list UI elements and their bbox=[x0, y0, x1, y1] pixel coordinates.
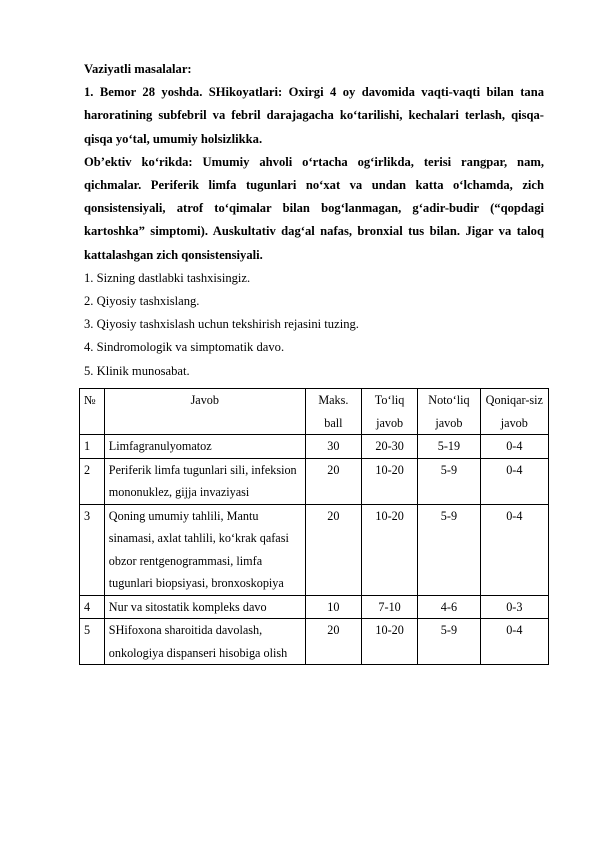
header-max: Maks. ball bbox=[305, 389, 361, 435]
row-unsatisfactory: 0-4 bbox=[480, 619, 548, 665]
row-incomplete: 5-9 bbox=[418, 619, 480, 665]
row-answer: Limfagranulyomatoz bbox=[104, 435, 305, 459]
header-incomplete: Noto‘liq javob bbox=[418, 389, 480, 435]
row-max: 20 bbox=[305, 504, 361, 595]
table-row bbox=[80, 619, 549, 665]
grading-table bbox=[79, 388, 549, 665]
row-incomplete: 5-9 bbox=[418, 504, 480, 595]
row-num: 1 bbox=[80, 435, 105, 459]
row-max: 10 bbox=[305, 595, 361, 619]
row-unsatisfactory: 0-4 bbox=[480, 458, 548, 504]
table-header-row bbox=[80, 389, 549, 435]
header-num: № bbox=[80, 389, 105, 435]
row-incomplete: 4-6 bbox=[418, 595, 480, 619]
row-answer: Nur va sitostatik kompleks davo bbox=[104, 595, 305, 619]
row-answer: SHifoxona sharoitida davolash, onkologiya dispanseri hisobiga olish bbox=[104, 619, 305, 665]
row-unsatisfactory: 0-4 bbox=[480, 504, 548, 595]
row-unsatisfactory: 0-3 bbox=[480, 595, 548, 619]
table-row bbox=[80, 458, 549, 504]
table-row bbox=[80, 435, 549, 459]
case-section bbox=[84, 58, 544, 383]
row-correct: 7-10 bbox=[362, 595, 418, 619]
task-item-2: 2. Qiyosiy tashxislang. bbox=[84, 294, 200, 309]
header-unsatisfactory: Qoniqar-siz javob bbox=[480, 389, 548, 435]
case-objective: Ob’ektiv ko‘rikda: Umumiy ahvoli o‘rtacha og‘irlikda, terisi rangpar, nam, qichmalar. Periferik limfa tugunlari no‘xat va undan katta o‘lchamda, zich qonsistensiyali, atrof to‘qimalar bilan bog‘lanmagan, g‘adir-budir (“qopdagi kartoshka” simptomi). Auskultativ dag‘al nafas, bronxial tus bilan. Jigar va taloq kattalashgan zich qonsistensiyali. bbox=[84, 154, 544, 262]
table-row bbox=[80, 504, 549, 595]
row-incomplete: 5-9 bbox=[418, 458, 480, 504]
row-max: 30 bbox=[305, 435, 361, 459]
task-item-3: 3. Qiyosiy tashxislash uchun tekshirish rejasini tuzing. bbox=[84, 317, 359, 332]
task-item-1: 1. Sizning dastlabki tashxisingiz. bbox=[84, 270, 251, 285]
header-correct: To‘liq javob bbox=[362, 389, 418, 435]
task-item-4: 4. Sindromologik va simptomatik davo. bbox=[84, 340, 285, 355]
header-answer: Javob bbox=[104, 389, 305, 435]
row-answer: Qoning umumiy tahlili, Mantu sinamasi, axlat tahlili, ko‘krak qafasi obzor rentgenogrammasi, limfa tugunlari biopsiyasi, bronxoskopiya bbox=[104, 504, 305, 595]
row-num: 3 bbox=[80, 504, 105, 595]
row-num: 2 bbox=[80, 458, 105, 504]
row-unsatisfactory: 0-4 bbox=[480, 435, 548, 459]
row-answer: Periferik limfa tugunlari sili, infeksion mononuklez, gijja invaziyasi bbox=[104, 458, 305, 504]
row-correct: 10-20 bbox=[362, 619, 418, 665]
row-num: 5 bbox=[80, 619, 105, 665]
row-correct: 20-30 bbox=[362, 435, 418, 459]
row-correct: 10-20 bbox=[362, 504, 418, 595]
table-row bbox=[80, 595, 549, 619]
row-num: 4 bbox=[80, 595, 105, 619]
row-incomplete: 5-19 bbox=[418, 435, 480, 459]
task-item-5: 5. Klinik munosabat. bbox=[84, 363, 190, 378]
case-complaints: 1. Bemor 28 yoshda. SHikoyatlari: Oxirgi 4 oy davomida vaqti-vaqti bilan tana haroratining subfebril va febril darajagacha ko‘tarilishi, kechalari terlash, qisqa-qisqa yo‘tal, umumiy holsizlikka. bbox=[84, 85, 544, 146]
row-max: 20 bbox=[305, 458, 361, 504]
row-max: 20 bbox=[305, 619, 361, 665]
row-correct: 10-20 bbox=[362, 458, 418, 504]
section-heading: Vaziyatli masalalar: bbox=[84, 62, 192, 76]
